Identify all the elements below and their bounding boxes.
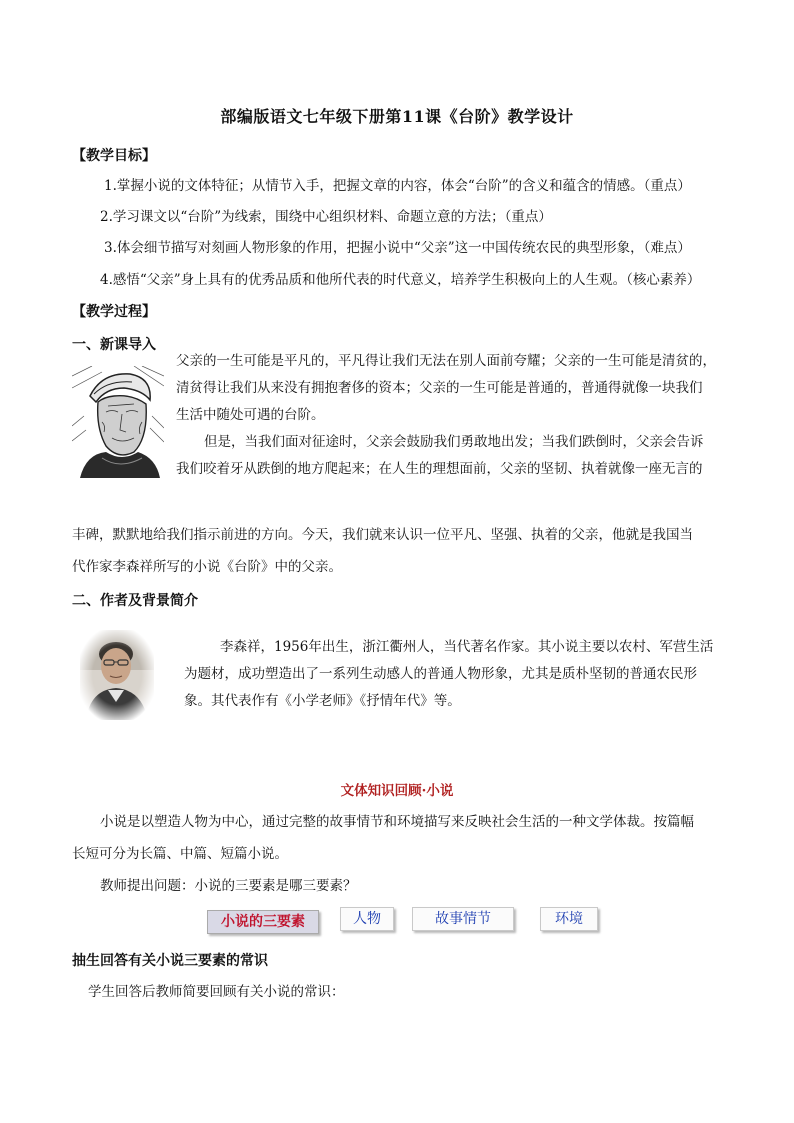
intro-paragraph: [176, 348, 736, 483]
goals-heading: 【教学目标】: [72, 148, 156, 164]
review-para-line-1: 小说是以塑造人物为中心，通过完整的故事情节和环境描写来反映社会生活的一种文学体裁。按篇幅: [100, 814, 694, 830]
teacher-question: 教师提出问题：小说的三要素是哪三要素？: [100, 878, 357, 894]
review-para-line-2: 长短可分为长篇、中篇、短篇小说。: [72, 846, 288, 862]
goal-item-4: 4.感悟“父亲”身上具有的优秀品质和他所代表的时代意义，培养学生积极向上的人生观。（核心素养）: [100, 272, 701, 288]
intro-continuation-2: 代作家李森祥所写的小说《台阶》中的父亲。: [72, 559, 342, 575]
goal-item-1: 1.掌握小说的文体特征；从情节入手，把握文章的内容，体会“台阶”的含义和蕴含的情感。（重点）: [104, 178, 691, 194]
tag-plot: 故事情节: [412, 907, 514, 931]
tag-novel-elements: 小说的三要素: [207, 910, 319, 934]
goal-item-3: 3.体会细节描写对刻画人物形象的作用，把握小说中“父亲”这一中国传统农民的典型形象，（难点）: [104, 240, 691, 256]
intro-line-4: 但是，当我们面对征途时，父亲会鼓励我们勇敢地出发；当我们跌倒时，父亲会告诉: [204, 434, 704, 450]
review-subtitle: 文体知识回顾·小说: [340, 783, 454, 799]
section-intro-heading: 一、新课导入: [72, 337, 156, 353]
intro-line-3: 生活中随处可遇的台阶。: [176, 407, 325, 423]
author-line-1: 李森祥，1956年出生，浙江衢州人，当代著名作家。其小说主要以农村、军营生活: [220, 639, 714, 655]
process-heading: 【教学过程】: [72, 304, 156, 320]
tag-setting: 环境: [540, 907, 598, 931]
answer-line: 学生回答后教师简要回顾有关小说的常识：: [88, 984, 345, 1000]
goal-item-2: 2.学习课文以“台阶”为线索，围绕中心组织材料、命题立意的方法；（重点）: [100, 209, 552, 225]
author-line-3: 象。其代表作有《小学老师》《抒情年代》等。: [184, 693, 461, 709]
father-portrait-image: [72, 366, 164, 478]
intro-line-1: 父亲的一生可能是平凡的，平凡得让我们无法在别人面前夸耀；父亲的一生可能是清贫的，: [176, 353, 716, 369]
answer-heading: 抽生回答有关小说三要素的常识: [72, 953, 268, 969]
intro-line-5: 我们咬着牙从跌倒的地方爬起来；在人生的理想面前，父亲的坚韧、执着就像一座无言的: [176, 461, 703, 477]
section-author-heading: 二、作者及背景简介: [72, 593, 198, 609]
author-paragraph: [184, 634, 744, 715]
intro-continuation-1: 丰碑，默默地给我们指示前进的方向。今天，我们就来认识一位平凡、坚强、执着的父亲，他就是我国当: [72, 527, 693, 543]
page-title: 部编版语文七年级下册第11课《台阶》教学设计: [220, 107, 574, 126]
author-photo-image: [80, 630, 154, 720]
tag-characters: 人物: [340, 907, 394, 931]
author-line-2: 为题材，成功塑造出了一系列生动感人的普通人物形象，尤其是质朴坚韧的普通农民形: [184, 666, 697, 682]
intro-line-2: 清贫得让我们从来没有拥抱奢侈的资本；父亲的一生可能是普通的，普通得就像一块我们: [176, 380, 703, 396]
